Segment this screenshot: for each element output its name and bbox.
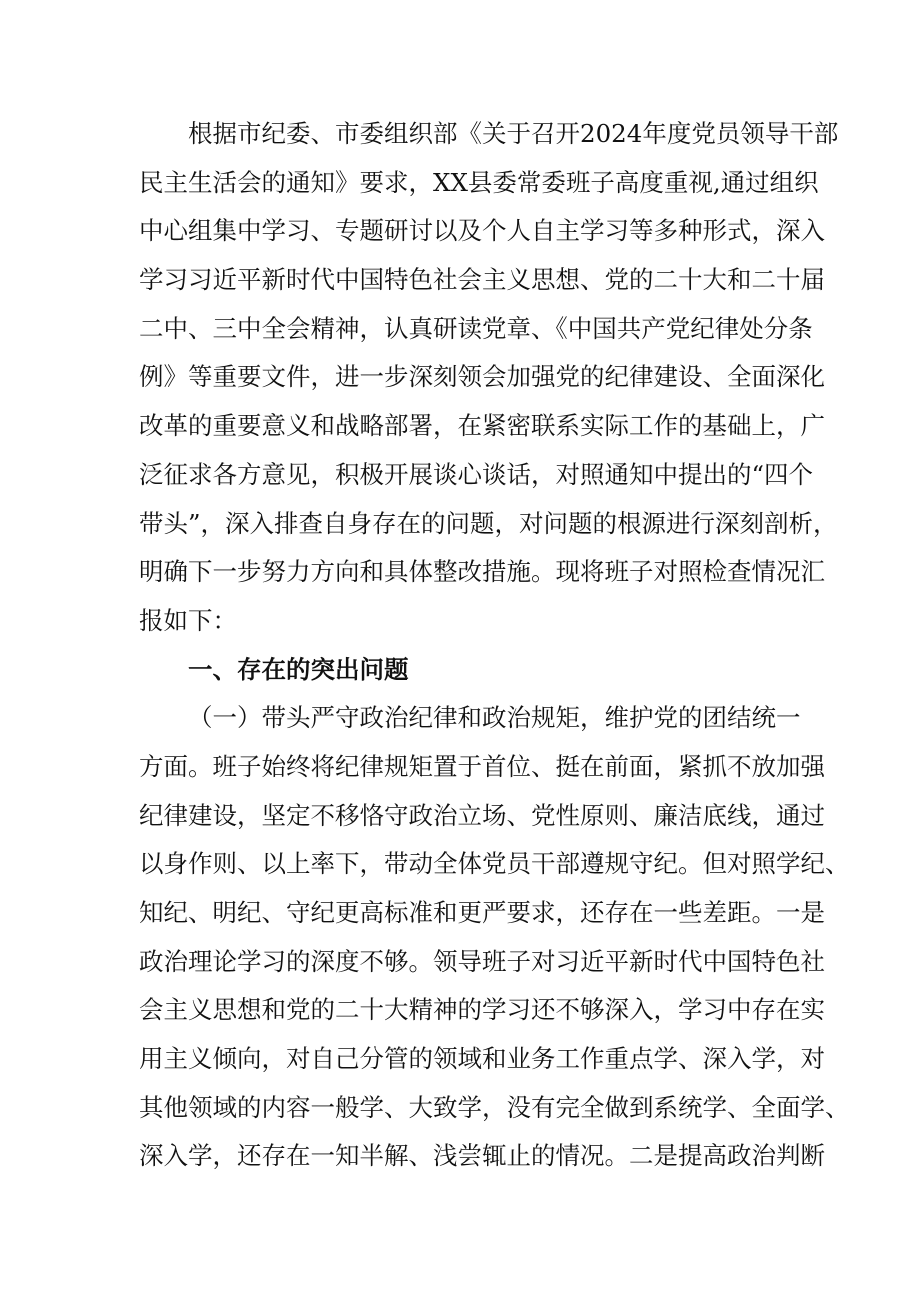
body-line: 知纪、明纪、守纪更高标准和更严要求，还存在一些差距。一是 bbox=[139, 898, 825, 927]
intro-line: 改革的重要意义和战略部署，在紧密联系实际工作的基础上，广 bbox=[139, 411, 825, 441]
body-line: 纪律建设，坚定不移恪守政治立场、党性原则、廉洁底线，通过 bbox=[139, 800, 825, 830]
intro-line: 带头”，深入排查自身存在的问题，对问题的根源进行深刻剖析， bbox=[139, 508, 838, 538]
intro-line: 泛征求各方意见，积极开展谈心谈话，对照通知中提出的“四个 bbox=[139, 459, 814, 489]
document-body bbox=[139, 110, 850, 1181]
body-line: 用主义倾向，对自己分管的领域和业务工作重点学、深入学，对 bbox=[139, 1044, 825, 1074]
intro-line: 明确下一步努力方向和具体整改措施。现将班子对照检查情况汇 bbox=[139, 557, 825, 587]
section-heading: 一、存在的突出问题 bbox=[188, 654, 409, 684]
body-line: 方面。班子始终将纪律规矩置于首位、挺在前面，紧抓不放加强 bbox=[139, 751, 825, 781]
body-line: 会主义思想和党的二十大精神的学习还不够深入，学习中存在实 bbox=[139, 995, 825, 1025]
intro-line: 民主生活会的通知》要求，XX县委常委班子高度重视,通过组织 bbox=[139, 167, 819, 197]
intro-line: 学习习近平新时代中国特色社会主义思想、党的二十大和二十届 bbox=[139, 265, 825, 295]
body-line: 深入学，还存在一知半解、浅尝辄止的情况。二是提高政治判断 bbox=[139, 1141, 825, 1171]
body-line: 其他领域的内容一般学、大致学，没有完全做到系统学、全面学、 bbox=[139, 1092, 850, 1122]
intro-line: 例》等重要文件，进一步深刻领会加强党的纪律建设、全面深化 bbox=[139, 362, 825, 392]
body-line: 政治理论学习的深度不够。领导班子对习近平新时代中国特色社 bbox=[139, 946, 825, 976]
intro-line: 中心组集中学习、专题研讨以及个人自主学习等多种形式，深入 bbox=[139, 216, 825, 246]
body-line: （一）带头严守政治纪律和政治规矩，维护党的团结统一 bbox=[188, 703, 801, 733]
body-line: 以身作则、以上率下，带动全体党员干部遵规守纪。但对照学纪、 bbox=[139, 849, 850, 879]
intro-line: 二中、三中全会精神，认真研读党章、《中国共产党纪律处分条 bbox=[139, 313, 813, 343]
intro-line: 报如下： bbox=[139, 605, 237, 635]
intro-line: 根据市纪委、市委组织部《关于召开2024年度党员领导干部 bbox=[188, 119, 839, 148]
